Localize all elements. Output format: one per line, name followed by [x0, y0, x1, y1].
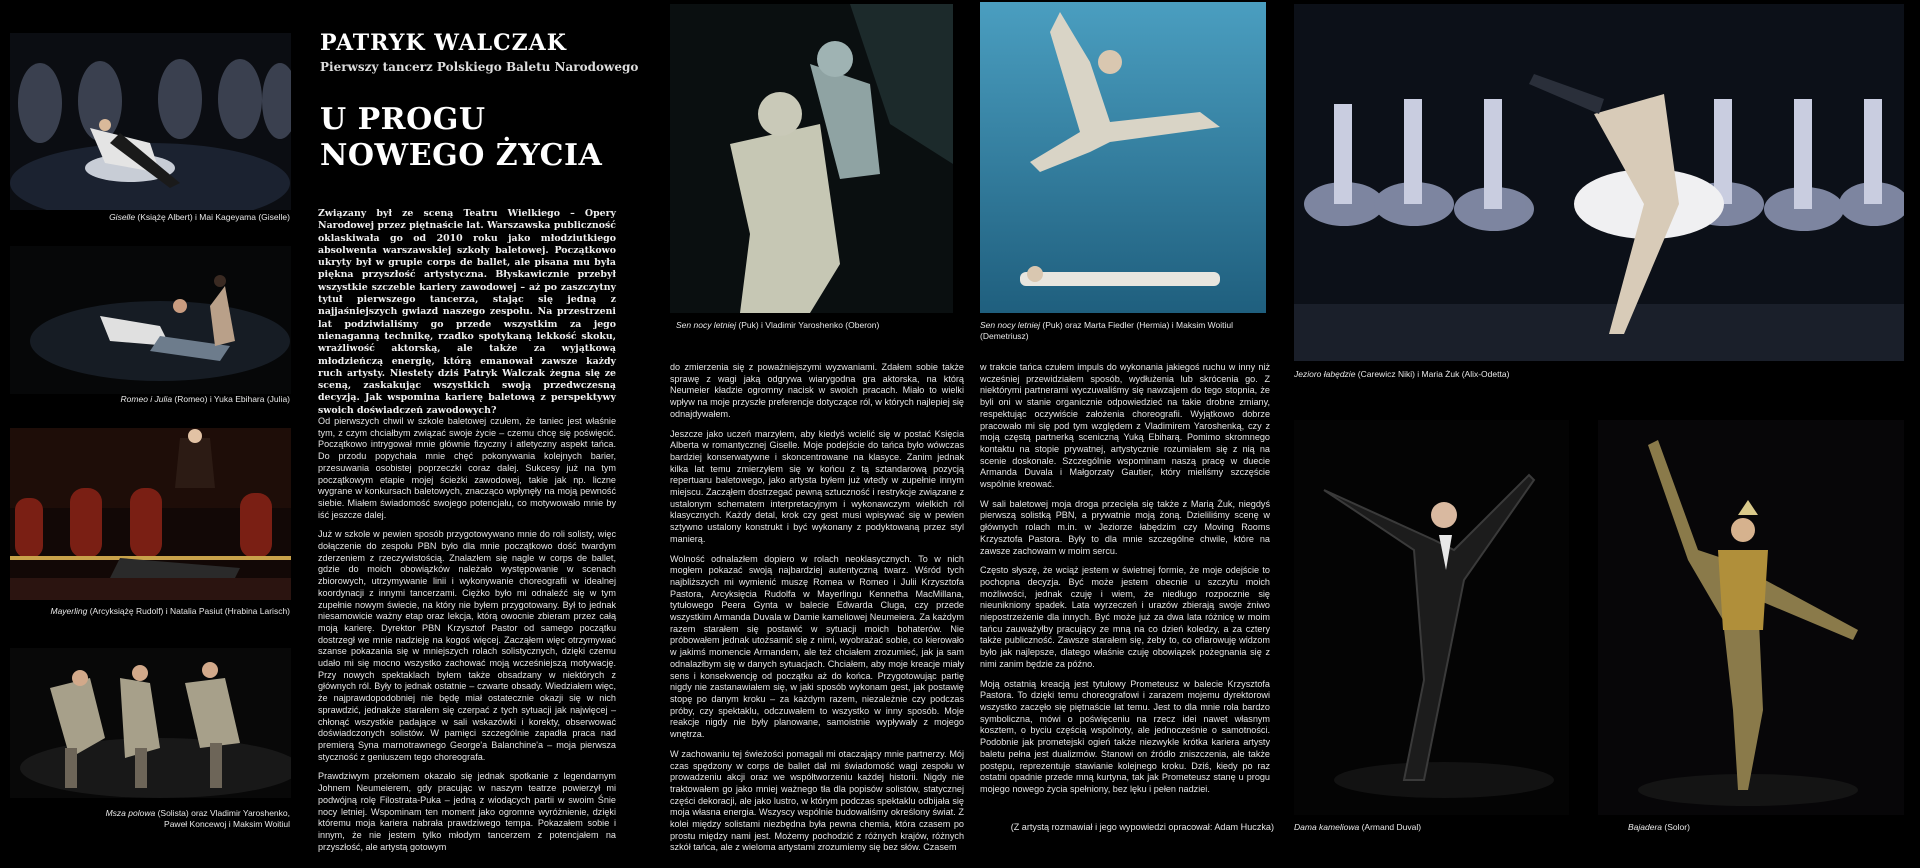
body-column-2	[670, 362, 964, 862]
caption-text: (Solista) oraz Vladimir Yaroshenko,	[155, 808, 290, 818]
photo-sen-nocy-letniej-2	[980, 2, 1266, 313]
paragraph: Już w szkole w pewien sposób przygotowywano mnie do roli solisty, więc dołączenie do zespołu PBN było dla mnie początkowo dość twardym zderzeniem z rzeczywistością. Znalazłem się nagle w corps de ballet, gdzie do moich obowiązków należało występowanie w scenach zbiorowych, utrzymywanie linii i wykonywanie choreografii w idealnej koordynacji z innymi tancerzami. Ciężko było mi odnaleźć się w tym zupełnie nowym świecie, na który nie byłem przygotowany. Był to jednak niesamowicie ważny etap oraz lekcja, którą owocnie zbieram przez całą moją karierę. Dyrektor PBN Krzysztof Pastor od samego początku dostrzegł we mnie nadzieję na kogoś więcej. Zacząłem więc otrzymywać szanse pokazania się w mniejszych rolach solistycznych, dzięki czemu udało mi się mocno wszystko zachować moją wcześniejszą motywację. Przy nowych spektaklach byłem także obsadzany w niektórych z głównych ról. Były to jednak ostatnie – czwarte obsady. Wiedziałem więc, że najprawdopodobniej nie będę miał ostatecznie okazji się w nich sprawdzić, jednakże starałem się czerpać z tych sytuacji jak najwięcej – chłonąć wszystkie padające w sali wskazówki i korekty, obserwować doświadczonych solistów. W pamięci szczególnie zapadła praca nad premierą Syna marnotrawnego George'a Balanchine'a – moja pierwsza styczność z geniuszem tego choreografa.	[318, 529, 616, 762]
paragraph: W zachowaniu tej świeżości pomagali mi otaczający mnie partnerzy. Mój czas spędzony w corps de ballet dał mi świadomość wagi zespołu w prowadzeniu akcji oraz we współtworzeniu każdej historii. Nigdy nie traktowałem go jako mniej ważnego tła dla popisów solistów, statycznej części dekoracji, ale jako lustro, w którym podczas spektaklu odbijała się moja własna energia. Wszyscy wspólnie budowaliśmy określony świat. Z kolei między solistami niezbędna była pewna chemia, która czasem po prostu między nami jest. Możemy pochodzić z różnych krajów, różnych szkół tańca, ale z wieloma artystami zrozumiemy się bez słów. Czasem	[670, 748, 964, 853]
photo-msza-polowa	[10, 648, 291, 798]
caption-text: (Książę Albert) i Mai Kageyama (Giselle)	[135, 212, 290, 222]
paragraph: Często słyszę, że wciąż jestem w świetnej formie, że moje odejście to pochopna decyzja. Być może jestem obecnie u szczytu moich możliwości, jednak czuję i wiem, że niedługo rozpocznie się nieunikniony spadek. Lata wyrzeczeń i urazów zbierają swoje żniwo niepostrzeżenie dla innych. Być może już za dwa lata różnicę w moim tańcu zauważyłby pracujący ze mną na co dzień koledzy, a za cztery także publiczność. Zawsze starałem się, żeby to, co ofiarowuję widzom było jak najlepsze, dlatego właśnie czuję obowiązek pożegnania się z nimi zanim będzie za późno.	[980, 565, 1270, 669]
caption-title: Sen nocy letniej	[676, 320, 737, 330]
photo-jezioro-labedzie	[1294, 4, 1904, 361]
caption-title: Mayerling	[50, 606, 88, 616]
caption-msza-polowa	[10, 808, 290, 830]
photo-mayerling	[10, 428, 291, 600]
caption-text: (Armand Duval)	[1359, 822, 1422, 832]
body-column-3	[980, 362, 1270, 804]
caption-jezioro-labedzie	[1294, 369, 1694, 380]
headline-line2: NOWEGO ŻYCIA	[320, 138, 603, 173]
paragraph: Od pierwszych chwil w szkole baletowej czułem, że taniec jest właśnie tym, z czym chciałbym związać swoje życie – czemu chcę się poświęcić. Początkowo intrygował mnie głównie fizyczny i atletyczny aspekt tańca. Do przodu popychała mnie chęć pokonywania kolejnych barier, przesuwania osobistej poprzeczki coraz dalej. Sukcesy już na tym początkowym etapie mojej ścieżki zawodowej, takie jak np. liczne wygrane w konkursach baletowych, znacząco wpłynęły na moją pewność siebie. Miałem świadomość swojego potencjału, co motywowało mnie by iść jeszcze dalej.	[318, 416, 616, 520]
caption-title: Giselle	[109, 212, 136, 222]
caption-text: (Puk) oraz Marta Fiedler (Hermia) i Maksim Woitiul (Demetriusz)	[980, 320, 1234, 341]
caption-text: (Solor)	[1662, 822, 1690, 832]
photo-dama-kameliowa	[1294, 420, 1569, 815]
paragraph: Wolność odnalazłem dopiero w rolach neoklasycznych. To w nich mogłem pokazać swoją najbardziej autentyczną twarz. Wśród tych najbliższych mi wymienić muszę Romea w Romeo i Julii Krzysztofa Pastora, Arcyksięcia Rudolfa w Mayerlingu Kennetha MacMillana, tytułowego Peera Gynta w balecie Edwarda Cluga, czy przede wszystkim Armanda Duvala w Damie kameliowej Neumeiera. Za każdym razem starałem się postawić w sytuacji moich bohaterów. Nie próbowałem jednak utożsamić się z nimi, wyobrażać sobie, co kierowało w jakimś momencie Armandem, ale też chciałem zrozumieć, jak ja sam odnalazłbym się w danych sytuacjach. Chciałem, aby moje kreacje miały sens i konsekwencję od początku aż do końca. Przygotowując partię nigdy nie zastanawiałem się, w jaki sposób wykonam gest, jak postawię stopę po danym kroku – za każdym razem, niezależnie czy podczas próby, czy spektaklu, odczuwałem to wszystko w inny sposób. Moje reakcje nigdy nie były planowane, samoistnie wypływały z mojego wnętrza.	[670, 553, 964, 740]
headline	[320, 102, 602, 174]
caption-text: (Carewicz Niki) i Maria Żuk (Alix-Odetta)	[1355, 369, 1510, 379]
caption-title: Jezioro łabędzie	[1294, 369, 1356, 379]
paragraph: W sali baletowej moja droga przecięła się także z Marią Żuk, niegdyś pierwszą solistką PBN, a prywatnie moją żoną. Dzieliliśmy scenę w głównych rolach m.in. w Jeziorze łabędzim czy Moving Rooms Krzysztofa Pastora. Były to dla mnie szczególne chwile, które na zawsze zachowam w moim sercu.	[980, 498, 1270, 556]
caption-dama-kameliowa	[1294, 822, 1564, 833]
caption-text: (Puk) i Vladimir Yaroshenko (Oberon)	[736, 320, 880, 330]
body-column-1	[318, 416, 616, 861]
author-name: PATRYK WALCZAK	[320, 30, 567, 56]
paragraph: Moją ostatnią kreacją jest tytułowy Prometeusz w balecie Krzysztofa Pastora. To dzięki temu choreografowi i zarazem mojemu dyrektorowi wszystko zaczęło się piętnaście lat temu. Jest to dla mnie rola bardzo symboliczna, mówi o poświęceniu na rzecz idei nawet własnym kosztem, o byciu częścią wspólnoty, ale jednocześnie o samotności. Podobnie jak prometejski ogień także niezwykle krótka kariera artysty baletu pełna jest dualizmów. Stanowi on źródło zniszczenia, ale także postępu, reprezentuje stawianie kolejnego kroku. Dziś, kiedy po raz ostatni opadnie przede mną kurtyna, tak jak Prometeusz stanę u progu mojego nowego życia spełniony, bez lęku i pełen nadziei.	[980, 678, 1270, 794]
caption-text: (Arcyksiążę Rudolf) i Natalia Pasiut (Hrabina Larisch)	[87, 606, 290, 616]
caption-text-line2: Paweł Koncewoj i Maksim Woitiul	[164, 819, 290, 829]
caption-sen-nocy-letniej-2	[980, 320, 1280, 342]
photo-bajadera	[1598, 420, 1904, 815]
paragraph: Jeszcze jako uczeń marzyłem, aby kiedyś wcielić się w postać Księcia Alberta w romantycznej Giselle. Moje podejście do tańca było wówczas bardziej konserwatywne i skoncentrowane na klasyce. Zanim jednak kilka lat temu zmierzyłem się w końcu z tą sztandarową pozycją repertuaru baletowego, jako artysta byłem już wtedy w zupełnie innym miejscu. Zacząłem dostrzegać pewną sztuczność i restrykcje związane z ustalonym schematem interpretacyjnym i wykonawczym wielkich ról klasycznych. Każdy detal, krok czy gest musi wpisywać się w pewien sztywno ustalony konstrukt i być wykonany z podyktowaną przez styl manierą.	[670, 428, 964, 544]
caption-title: Sen nocy letniej	[980, 320, 1041, 330]
caption-sen-nocy-letniej-1	[676, 320, 956, 331]
author-credit: (Z artystą rozmawiał i jego wypowiedzi opracował: Adam Huczka)	[1010, 822, 1274, 832]
caption-giselle	[10, 212, 290, 223]
author-role: Pierwszy tancerz Polskiego Baletu Narodowego	[320, 60, 639, 74]
headline-line1: U PROGU	[320, 102, 486, 137]
caption-title: Bajadera	[1628, 822, 1663, 832]
caption-title: Romeo i Julia	[120, 394, 173, 404]
photo-giselle	[10, 33, 291, 210]
caption-text: (Romeo) i Yuka Ebihara (Julia)	[172, 394, 290, 404]
caption-mayerling	[10, 606, 290, 617]
photo-romeo-julia	[10, 246, 291, 394]
caption-title: Msza polowa	[105, 808, 156, 818]
photo-sen-nocy-letniej-1	[670, 4, 953, 313]
caption-romeo-julia	[10, 394, 290, 405]
caption-title: Dama kameliowa	[1294, 822, 1360, 832]
paragraph: w trakcie tańca czułem impuls do wykonania jakiegoś ruchu w inny niż wcześniej przewidziałem sposób, wydłużenia lub skrócenia go. Z niektórymi partnerami wyczuwaliśmy się nawzajem do tego stopnia, że byli oni w stanie organicznie odpowiedzieć na takie drobne zmiany, respektując oczywiście założenia choreografii. Wyjątkowo dobrze pracowało mi się pod tym względem z Vladimirem Yaroshenką, czy z moją częstą partnerką sceniczną Yuką Ebiharą. Pomimo skromnego kontaktu na stopie prywatnej, artystycznie rozumiałem się z nią na scenie doskonale. Szczególnie wspominam naszą pracę w duecie Armanda Duvala i Małgorzaty Gautier, który mieliśmy szczęście wspólnie kreować.	[980, 362, 1270, 490]
paragraph: do zmierzenia się z poważniejszymi wyzwaniami. Zdałem sobie także sprawę z wagi jaką odgrywa wiarygodna gra aktorska, na którą Neumeier kładzie ogromny nacisk w swoich pracach. Miało to wielki wpływ na moje przyszłe preferencje dotyczące ról, w których najlepiej się odnajdywałem.	[670, 362, 964, 419]
lead-paragraph: Związany był ze sceną Teatru Wielkiego – Opery Narodowej przez piętnaście lat. Warszawska publiczność oklaskiwała go od 2010 roku jako młodziutkiego absolwenta warszawskiej szkoły baletowej. Początkowo ukryty był w grupie corps de ballet, ale pisana mu była piękna przyszłość artystyczna. Błyskawicznie przebył wszystkie szczeble kariery zawodowej – aż po zaszczytny tytuł pierwszego tancerza, stając się jedną z najjaśniejszych gwiazd naszego zespołu. Na przestrzeni lat podziwialiśmy go przede wszystkim za jego nienaganną technikę, rzadko spotykaną lekkość skoku, wrażliwość aktorską, ale także za wyjątkową młodzieńczą energię, którą emanował zawsze każdy ruch artysty. Niestety dziś Patryk Walczak żegna się ze sceną, zaskakując wszystkich swoją przedwczesną decyzją. Jak wspomina karierę baletową z perspektywy swoich doświadczeń zawodowych?	[318, 208, 616, 416]
paragraph: Prawdziwym przełomem okazało się jednak spotkanie z legendarnym Johnem Neumeierem, gdy pracując w naszym teatrze powierzył mi podwójną rolę Filostrata-Puka – jedną z wiodących partii w swoim Śnie nocy letniej. Wspominam ten moment jako ogromne wyróżnienie, dzięki któremu moja kariera nabrała prawdziwego tempa. Pokazałem sobie i innym, że nie jestem tylko młodym tancerzem z potencjałem na przyszłość, ale artystą gotowym	[318, 771, 616, 852]
caption-bajadera	[1628, 822, 1898, 833]
